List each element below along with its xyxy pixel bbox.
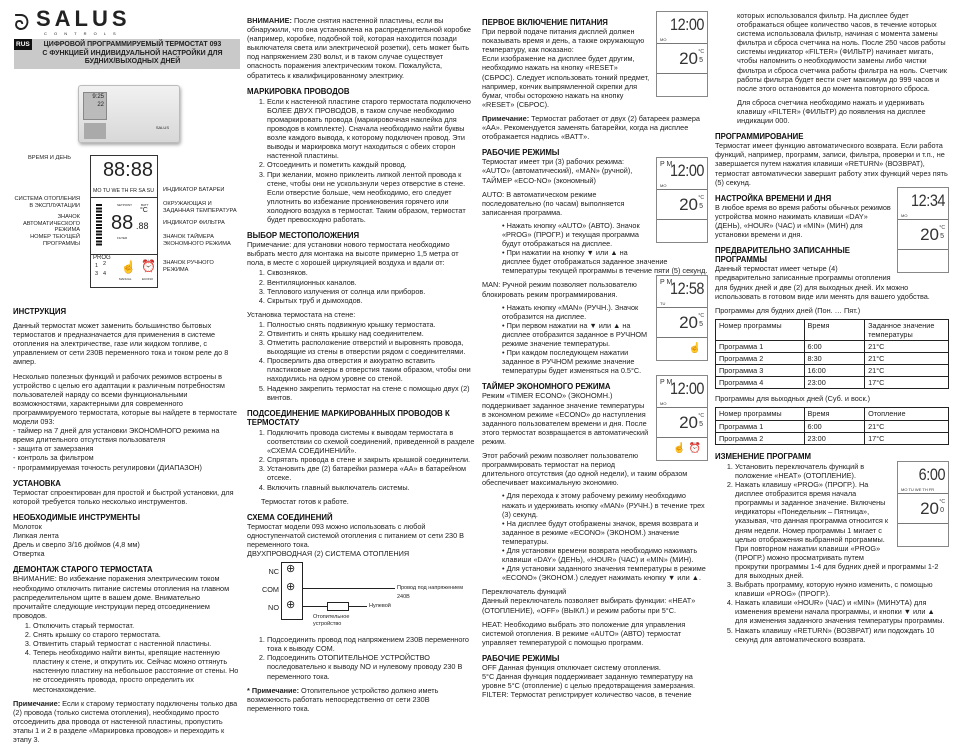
photo-time: 9:25 bbox=[92, 94, 104, 100]
bold-label: ВНИМАНИЕ: bbox=[247, 16, 292, 25]
paragraph-text: Переключатель функций bbox=[482, 587, 567, 597]
paragraph-text: Установка термостата на стене: bbox=[247, 309, 356, 319]
lcd-display-illustration bbox=[897, 461, 949, 547]
table-cell: 21°C bbox=[865, 365, 949, 377]
lcd-display-illustration bbox=[656, 157, 708, 243]
text-line: Термостат спроектирован для простой и быстрой установки, для которой требуется только несколько инструментов. bbox=[13, 487, 234, 506]
degree-icon: °C bbox=[698, 413, 704, 420]
lcd-display-illustration bbox=[656, 11, 708, 97]
list-item: 1. Подключить провода системы к выводам термостата в соответствии со схемой соединений, приведенной в разделе «СХЕМА СОЕДИНЕНИЙ». bbox=[267, 428, 475, 455]
text-line: OFF Данная функция отключает систему отопления. bbox=[482, 663, 661, 672]
lcd-decimal: 0 bbox=[940, 506, 944, 514]
table-header-cell: Время bbox=[804, 408, 865, 420]
numbered-list bbox=[247, 635, 475, 680]
lcd-diagram bbox=[90, 155, 158, 288]
list-item: 1. Установить переключатель функций в положение «HEAT» (ОТОПЛЕНИЕ). bbox=[735, 462, 949, 480]
lcd-divider bbox=[657, 437, 707, 438]
section-heading: ПРЕДВАРИТЕЛЬНО ЗАПИСАННЫЕ ПРОГРАММЫ bbox=[715, 246, 850, 265]
table-cell: 21°C bbox=[865, 420, 949, 432]
lcd-divider bbox=[657, 407, 707, 408]
lcd-time: 12:00 bbox=[669, 379, 704, 399]
photo-brand: SALUS bbox=[155, 124, 169, 130]
logo-swoosh-icon: ᘐ bbox=[14, 10, 30, 35]
prog-number: 1 bbox=[95, 263, 99, 269]
lcd-time: 12:00 bbox=[669, 161, 704, 181]
paragraph bbox=[247, 310, 475, 319]
diagram-time: 88:88 bbox=[102, 159, 153, 181]
lcd-divider bbox=[657, 337, 707, 338]
bold-label: Примечание: bbox=[13, 698, 61, 708]
text-line: ВНИМАНИЕ: Во избежание поражения электрическим током необходимо отключить питание системы отопления на главном распределительном щите в вашем доме. Внимательно прочитайте следующие инструкции перед отсоединением проводов. bbox=[13, 574, 230, 620]
lcd-divider bbox=[657, 219, 707, 220]
indented-paragraph: которых использовался фильтр. На дисплее будет отображаться общее количество часов, в течение которых система использовала фильтр, начиная с момента замены фильтра и сброса счетчика на ноль. После 250 часов работы системы индикатор «FILTER» (ФИЛЬТР) начинает мигать, чтобы напомнить о необходимости замены либо чистки фильтра и сброса счетчика работы фильтра на ноль. Счетчик работы фильтра будет вести счет максимум до 999 часов и после этого остановится до момента повторного сброса. bbox=[737, 11, 947, 93]
paragraph bbox=[715, 306, 949, 315]
table-row bbox=[716, 432, 949, 444]
table-cell: 17°C bbox=[865, 377, 949, 389]
prog-label: PROG bbox=[93, 255, 111, 261]
prog-number: 4 bbox=[103, 271, 107, 277]
paragraph-text: Программы для будних дней (Пон. … Пят.) bbox=[715, 305, 861, 315]
section-heading: ПОДСОЕДИНЕНИЕ МАРКИРОВАННЫХ ПРОВОДОВ К ТЕРМОСТАТУ bbox=[247, 408, 450, 427]
text-line: Данный термостат имеет четыре (4) предварительно записанные программы отопления для будних дней и две (2) для выходных дней. Их можно использовать в готовом виде или менять для вашего удобства. bbox=[715, 264, 930, 301]
paragraph-text: Этот рабочий режим позволяет пользователю программировать термостат на период длительного отсутствия (до одной недели), и таким образом обеспечивает максимальную экономию. bbox=[482, 451, 688, 488]
text-line: Данный переключатель позволяет выбирать функции: «HEAT» (ОТОПЛЕНИЕ), «OFF» (ВЫКЛ.) и режим работы при 5°C. bbox=[482, 596, 696, 615]
column-1 bbox=[13, 307, 239, 744]
label-filter: ИНДИКАТОР ФИЛЬТРА bbox=[163, 220, 225, 226]
list-item: 5. Надежно закрепить термостат на стене с помощью двух (2) винтов. bbox=[267, 384, 475, 402]
label-timer: ЗНАЧОК ТАЙМЕРА ЭКОНОМНОГО РЕЖИМА bbox=[163, 234, 231, 247]
paragraph-text: Данный термостат может заменить большинство бытовых термостатов и предназначается для применения в системе отопления на электричестве, газе или жидком топливе, с управлением от сети 230В переменного тока и током реле до 8 ампер. bbox=[13, 321, 229, 367]
column-3 bbox=[482, 11, 708, 699]
list-item: 3. Отвинтить старый термостат с настенной пластины. bbox=[33, 639, 239, 648]
logo-text: SALUS bbox=[36, 6, 131, 31]
photo-screen bbox=[83, 92, 107, 120]
list-item: 3. Теплового излучения от солнца или приборов. bbox=[267, 287, 475, 296]
list-item: 4. Скрытых труб и дымоходов. bbox=[267, 296, 475, 305]
numbered-list bbox=[247, 320, 475, 402]
paragraph bbox=[715, 394, 949, 403]
table-cell: Программа 1 bbox=[716, 420, 805, 432]
section-heading: МАРКИРОВКА ПРОВОДОВ bbox=[247, 86, 350, 96]
list-item: 1. Если к настенной пластине старого термостата подключено БОЛЕЕ ДВУХ ПРОВОДОВ, в таком случае необходимо промаркировать провода (маркировочная наклейка для проводов в комплекте). Сначала необходимо найти буквы возле каждого вывода, к которому подключен провод. Эти выводы и маркировка могут находиться с обеих сторон настенной пластины. bbox=[267, 97, 475, 161]
lcd-display-illustration bbox=[656, 375, 708, 461]
table-row bbox=[716, 353, 949, 365]
list-item: 2. Спрятать провода в стене и закрыть крышкой соединители. bbox=[267, 455, 475, 464]
list-item: 3. Выбрать программу, которую нужно изменить, с помощью клавиши «PROG» (ПРОГР.). bbox=[735, 580, 949, 598]
list-item: 2. Отвинтить и снять крышку над соединителем. bbox=[267, 329, 475, 338]
section-heading: РАБОЧИЕ РЕЖИМЫ bbox=[482, 653, 560, 663]
paragraph-text: После снятия настенной пластины, если вы обнаружили, что она установлена на распределительной коробке (например, коробке, подобной той, которая находится позади выключателя света или электрической розетки), сеть может быть под напряжением 230 вольт, и в таком случае существует опасность поражения электрическим током. Пожалуйста, обратитесь к квалифицированному электрику. bbox=[247, 16, 471, 80]
unit-label: °C bbox=[140, 207, 148, 214]
paragraph-text: HEAT: Необходимо выбрать это положение для управления системой отопления. В режиме «AUTO» (АВТО) термостат управляет температурой с помощью программ. bbox=[482, 619, 686, 647]
list-item: 2. Подсоединить ОТОПИТЕЛЬНОЕ УСТРОЙСТВО последовательно к выводу NO и нулевому проводу 230 В переменного тока. bbox=[267, 653, 475, 680]
lcd-day: TU bbox=[660, 301, 666, 307]
lcd-decimal: 5 bbox=[940, 232, 944, 240]
diagram-divider bbox=[91, 197, 157, 198]
lcd-divider bbox=[898, 219, 948, 220]
degree-icon: °C bbox=[698, 49, 704, 55]
indented-paragraph: Для сброса счетчика необходимо нажать и удерживать клавишу «FILTER» (ФИЛЬТР) до появления на дисплее индикации 000. bbox=[737, 97, 926, 126]
text-line: Липкая лента bbox=[13, 531, 59, 541]
table-cell: 21°C bbox=[865, 353, 949, 365]
section-heading: ВЫБОР МЕСТОПОЛОЖЕНИЯ bbox=[247, 231, 360, 241]
table-cell: 6:00 bbox=[804, 420, 865, 432]
table-header-cell: Номер программы bbox=[716, 319, 805, 340]
lcd-divider bbox=[898, 493, 948, 494]
lcd-temp: 20 bbox=[920, 498, 939, 518]
table-header-cell: Время bbox=[804, 319, 865, 340]
terminal-label: COM bbox=[261, 585, 279, 595]
text-line: При первой подаче питания дисплей должен показывать время и день, а также окружающую температуру, как показано: bbox=[482, 27, 645, 55]
lcd-divider bbox=[657, 307, 707, 308]
logo-subtext: C O N T R O L S bbox=[44, 31, 119, 36]
bold-label: Примечание: bbox=[482, 113, 530, 123]
neutral-wire-label: Нулевой bbox=[369, 603, 391, 610]
lcd-day: MO bbox=[901, 212, 908, 218]
pm-indicator: P M bbox=[660, 279, 673, 287]
list-item: • Для установки времени возврата необходимо нажимать клавиши «DAY» (ДЕНЬ), «HOUR» (ЧАС) и «MIN» (МИН). bbox=[502, 546, 708, 564]
diagram-temp: 88 bbox=[111, 212, 134, 234]
econo-label: ECONO bbox=[142, 277, 154, 281]
lcd-temp: 20 bbox=[679, 195, 698, 215]
text-line: Если изображение на дисплее будет другим, необходимо нажать на кнопку «RESET» (СБРОС). Следует использовать тонкий предмет, например, кончик выпрямленной скрепки для бумаг, чтобы осторожно нажать на кнопку «RESET» (СБРОС). bbox=[482, 54, 650, 109]
lcd-temp: 20 bbox=[679, 313, 698, 333]
text-line: - программируемая точность регулировки (ДИАПАЗОН) bbox=[13, 462, 202, 472]
list-item: • При первом нажатии на ▼ или ▲ на дисплее отобразится заданное в РУЧНОМ режиме значение температуры. bbox=[502, 321, 708, 348]
filter-label: FILTER bbox=[117, 236, 128, 240]
heating-bars-icon bbox=[96, 204, 102, 246]
paragraph bbox=[247, 16, 475, 80]
language-badge: RUS bbox=[14, 39, 32, 50]
section-heading: ПЕРВОЕ ВКЛЮЧЕНИЕ ПИТАНИЯ bbox=[482, 18, 608, 27]
live-wire-label: Провод под напряжением 240В bbox=[397, 585, 463, 601]
program-table bbox=[715, 319, 949, 390]
list-item: 2. Отсоединить и пометить каждый провод. bbox=[267, 160, 475, 169]
thermostat-photo bbox=[78, 85, 180, 143]
manual-label: MANUAL bbox=[119, 277, 132, 281]
section-heading: ИНСТРУКЦИЯ bbox=[13, 307, 67, 316]
program-table bbox=[715, 407, 949, 444]
table-row bbox=[716, 365, 949, 377]
lcd-time: 6:00 bbox=[918, 464, 945, 484]
bullet-list bbox=[482, 491, 708, 582]
label-temps: ОКРУЖАЮЩАЯ И ЗАДАННАЯ ТЕМПЕРАТУРА bbox=[163, 201, 237, 214]
paragraph bbox=[482, 620, 708, 647]
lcd-display-illustration bbox=[656, 275, 708, 361]
list-item: 4. Просверлить два отверстия и аккуратно вставить пластиковые анкеры в отверстия таким образом, чтобы они находились на одном уровне со стеной. bbox=[267, 356, 475, 383]
lcd-divider bbox=[657, 43, 707, 44]
lcd-time: 12:00 bbox=[669, 15, 704, 34]
text-line: 5°C Данная функция поддерживает заданную температуру на уровне 5°C (отопление) с целью предотвращения замерзания. bbox=[482, 672, 696, 691]
text-line: Дрель и сверло 3/16 дюймов (4,8 мм) bbox=[13, 540, 140, 550]
table-cell: Программа 2 bbox=[716, 432, 805, 444]
text-line: - защита от замерзания bbox=[13, 444, 94, 454]
list-item: 1. Полностью снять подвижную крышку термостата. bbox=[267, 320, 475, 329]
title-line: БУДНИХ/ВЫХОДНЫХ ДНЕЙ bbox=[84, 58, 181, 66]
table-cell: 21°C bbox=[865, 341, 949, 353]
lcd-day: MO bbox=[660, 37, 667, 42]
list-item: 1. Сквозняков. bbox=[267, 268, 475, 277]
title-line: ЦИФРОВОЙ ПРОГРАММИРУЕМЫЙ ТЕРМОСТАТ 093 bbox=[43, 41, 222, 48]
lcd-day: MO bbox=[660, 401, 667, 407]
lcd-decimal: 5 bbox=[699, 421, 703, 429]
text-line: FILTER: Термостат регистрирует количество часов, в течение bbox=[482, 690, 692, 700]
text-line: Примечание: для установки нового термостата необходимо выбрать место для монтажа на высоте примерно 1,5 метра от пола, в месте с хорошей циркуляцией воздуха и вдали от: bbox=[247, 240, 459, 268]
lcd-temp: 20 bbox=[920, 224, 939, 244]
prog-number: 3 bbox=[95, 271, 99, 277]
table-cell: 23:00 bbox=[804, 432, 865, 444]
numbered-list bbox=[247, 268, 475, 304]
lcd-decimal: 5 bbox=[699, 203, 703, 211]
degree-icon: °C bbox=[939, 498, 945, 505]
setpoint-label: SETPOINT bbox=[117, 203, 133, 207]
section-heading: НЕОБХОДИМЫЕ ИНСТРУМЕНТЫ bbox=[13, 512, 141, 522]
pm-indicator: P M bbox=[660, 379, 673, 387]
list-item: • На дисплее будут отображены значок, время возврата и заданное в режиме «ECONO» (ЭКОНОМ.) значение температуры. bbox=[502, 519, 708, 546]
label-battery: ИНДИКАТОР БАТАРЕИ bbox=[163, 187, 225, 193]
lcd-time: 12:34 bbox=[910, 190, 945, 210]
text-line: Молоток bbox=[13, 521, 42, 531]
table-cell: Программа 3 bbox=[716, 365, 805, 377]
photo-buttons bbox=[84, 123, 106, 139]
table-header-cell: Заданное значение температуры bbox=[865, 319, 949, 340]
label-time-day: ВРЕМЯ И ДЕНЬ bbox=[28, 155, 71, 161]
label-auto: ЗНАЧОК АВТОМАТИЧЕСКОГО РЕЖИМА bbox=[22, 214, 80, 234]
degree-icon: °C bbox=[698, 313, 704, 320]
paragraph-text: Программы для выходных дней (Суб. и воск.) bbox=[715, 394, 871, 404]
table-cell: 16:00 bbox=[804, 365, 865, 377]
prog-number: 2 bbox=[103, 261, 107, 267]
text-line: Термостат модели 093 можно использовать с любой одноступенчатой системой отопления с питанием от сети 230 В переменного тока. bbox=[247, 521, 465, 549]
list-item: 2. Нажать клавишу «PROG» (ПРОГР.). На дисплее отобразится время начала программы и заданное значение. Включены индикаторы «Понедельник – Пятница», указывая, что данная программа относится к дням недели. Номер программы 1 мигает с целью отображения выбранной программы. При повторном нажатии клавиши «PROG» (ПРОГР.) можно просматривать путем прокрутки программы 1-4 для будних дней и программы 1-2 для выходных дней. bbox=[735, 480, 949, 580]
list-item: • При нажатии на кнопку ▼ или ▲ на дисплее будет отображаться заданное значение температуры текущей программы в течение пяти (5) секунд. bbox=[502, 248, 708, 275]
degree-icon: °C bbox=[698, 195, 704, 202]
terminal-screw-icon: ⊕ bbox=[286, 581, 296, 594]
timer-clock-icon: ⏰ bbox=[141, 259, 156, 273]
terminal-screw-icon: ⊕ bbox=[286, 563, 296, 576]
document-title bbox=[30, 41, 235, 67]
text-line: Термостат имеет функцию автоматического возврата. Если работа функций, например, программ, записи, фильтра, проверки и т.п., не завершается путем нажатия клавиши «RETURN» (ВОЗВРАТ), термостат автоматически завершит работу этих функций через пять (5) секунд. bbox=[715, 141, 948, 187]
lcd-decimal: 5 bbox=[699, 321, 703, 329]
wiring-diagram bbox=[247, 562, 475, 634]
lcd-day: MO bbox=[660, 183, 667, 189]
list-item: • Для перехода к этому рабочему режиму необходимо нажать и удерживать кнопку «MAN» (РУЧН.) в течение трех (3) секунд. bbox=[502, 491, 708, 518]
lcd-divider bbox=[657, 73, 707, 74]
photo-temp: 22 bbox=[97, 102, 104, 108]
numbered-list bbox=[247, 428, 475, 492]
list-item: 2. Снять крышку со старого термостата. bbox=[33, 630, 239, 639]
paragraph bbox=[13, 699, 239, 744]
text-line: ДВУХПРОВОДНАЯ (2) СИСТЕМА ОТОПЛЕНИЯ bbox=[247, 549, 410, 559]
table-header-row bbox=[716, 319, 949, 340]
section-heading: СХЕМА СОЕДИНЕНИЙ bbox=[247, 512, 333, 522]
lcd-display-illustration bbox=[897, 187, 949, 273]
label-manual: ЗНАЧОК РУЧНОГО РЕЖИМА bbox=[163, 260, 214, 273]
list-item: • При каждом последующем нажатии заданное в РУЧНОМ режиме значение температуры будет изменяться на 0.5°C. bbox=[502, 348, 708, 375]
table-cell: Программа 2 bbox=[716, 353, 805, 365]
section-heading: УСТАНОВКА bbox=[13, 478, 61, 488]
degree-icon: °C bbox=[939, 224, 945, 231]
label-prog-num: НОМЕР ТЕКУЩЕЙ ПРОГРАММЫ bbox=[30, 234, 80, 247]
section-heading: РАБОЧИЕ РЕЖИМЫ bbox=[482, 148, 560, 158]
table-header-cell: Номер программы bbox=[716, 408, 805, 420]
paragraph-text: Отопительное устройство должно иметь возможность работать непосредственно от сети 230В переменного тока. bbox=[247, 685, 439, 713]
text-line: Термостат имеет три (3) рабочих режима: «AUTO» (автоматический), «MAN» (ручной), ТАЙМЕР «ECO-NO» (экономный) bbox=[482, 157, 633, 185]
list-item: 2. Вентиляционных каналов. bbox=[267, 278, 475, 287]
lcd-time: 12:58 bbox=[669, 279, 704, 299]
numbered-list bbox=[247, 97, 475, 224]
paragraph bbox=[13, 372, 239, 427]
list-item: 4. Включить главный выключатель системы. bbox=[267, 483, 475, 492]
list-item: 4. Теперь необходимо найти винты, крепящие настенную пластину к стене, и открутить их. Сейчас можно оттянуть настенную пластину на небольшое расстояние от стены. Но не отсоединять провода, просто определить их местонахождение. bbox=[33, 648, 239, 693]
pm-indicator: P M bbox=[660, 161, 673, 169]
table-cell: 8:30 bbox=[804, 353, 865, 365]
indented-paragraph: Термостат готов к работе. bbox=[261, 496, 349, 506]
paragraph bbox=[247, 686, 475, 713]
terminal-label: NO bbox=[268, 603, 279, 613]
list-item: 1. Отключить старый термостат. bbox=[33, 621, 239, 630]
text-line: - таймер на 7 дней для установки ЭКОНОМНОГО режима на время длительного отсутствия пользователя bbox=[13, 426, 220, 445]
lcd-divider bbox=[898, 523, 948, 524]
list-item: 3. Установить две (2) батарейки размера «АА» в батарейном отсеке. bbox=[267, 464, 475, 482]
title-line: С ФУНКЦИЕЙ ИНДИВИДУАЛЬНОЙ НАСТРОЙКИ ДЛЯ bbox=[42, 49, 223, 57]
manual-hand-icon: ☝ bbox=[688, 343, 701, 355]
terminal-label: NC bbox=[268, 567, 279, 577]
section-heading: ИЗМЕНЕНИЕ ПРОГРАММ bbox=[715, 451, 811, 461]
table-row bbox=[716, 420, 949, 432]
list-item: 5. Нажать клавишу «RETURN» (ВОЗВРАТ) или подождать 10 секунд для автоматического возврата. bbox=[735, 626, 949, 644]
logo bbox=[14, 8, 144, 38]
text-line: - контроль за фильтром bbox=[13, 453, 94, 463]
bold-label: * Примечание: bbox=[247, 685, 300, 695]
paragraph-text: MAN: Ручной режим позволяет пользователю блокировать режим программирования. bbox=[482, 280, 637, 299]
list-item: 4. Нажать клавиши «HOUR» (ЧАС) и «MIN» (МИНУТА) для изменения времени начала программы, и кнопки ▼ или ▲ для изменения заданного значения температуры программы. bbox=[735, 598, 949, 625]
lcd-divider bbox=[898, 249, 948, 250]
paragraph bbox=[13, 321, 239, 366]
terminal-screw-icon: ⊕ bbox=[286, 599, 296, 612]
paragraph-text: AUTO: В автоматическом режиме последовательно (по часам) выполняется записанная программа. bbox=[482, 189, 625, 217]
lcd-divider bbox=[657, 189, 707, 190]
text-line: Отвертка bbox=[13, 549, 45, 559]
lcd-decimal: 5 bbox=[699, 57, 703, 64]
section-heading: НАСТРОЙКА ВРЕМЕНИ И ДНЯ bbox=[715, 193, 832, 203]
lcd-day: MO TU WE TH FR bbox=[901, 486, 935, 492]
list-item: 3. Отметить расположение отверстий и выровнять провода, выходящие из стены в отверстии рядом с соединителями. bbox=[267, 338, 475, 356]
section-heading: ДЕМОНТАЖ СТАРОГО ТЕРМОСТАТА bbox=[13, 565, 153, 575]
table-cell: 23:00 bbox=[804, 377, 865, 389]
list-item: • Нажать кнопку «AUTO» (АВТО). Значок «PROG» (ПРОГР.) и текущая программа будут отображаться на дисплее. bbox=[502, 221, 708, 248]
label-heating: СИСТЕМА ОТОПЛЕНИЯ В ЭКСПЛУАТАЦИИ bbox=[14, 196, 80, 209]
table-cell: 6:00 bbox=[804, 341, 865, 353]
column-2 bbox=[247, 11, 475, 713]
diagram-dec: .88 bbox=[136, 221, 149, 231]
text-line: В любое время во время работы обычных режимов устройства можно нажимать клавиши «DAY» (ДЕНЬ), «HOUR» (ЧАС) и «MIN» (МИН) для установки времени и дня. bbox=[715, 202, 891, 240]
list-item: • Для установки заданного значения температуры в режиме «ECONO» (ЭКОНОМ.) следует нажимать кнопку ▼ или ▲. bbox=[502, 564, 708, 582]
lcd-temp: 20 bbox=[679, 413, 698, 433]
text-line: Режим «TIMER ECONO» (ЭКОНОМН.) поддерживает заданное значение температуры в экономном режиме «ECONO» до наступления заданного пользователем времени и дня. После этого термостат возвращается в автоматический режим. bbox=[482, 391, 649, 446]
list-item: • Нажать кнопку «MAN» (РУЧН.). Значок отобразится на дисплее. bbox=[502, 303, 708, 321]
section-heading: ПРОГРАММИРОВАНИЕ bbox=[715, 132, 804, 142]
lcd-temp: 20 bbox=[679, 49, 698, 68]
list-item: 1. Подсоединить провод под напряжением 230В переменного тока к выводу COM. bbox=[267, 635, 475, 653]
list-item: 3. При желании, можно приклеить липкой лентой провода к стене, чтобы они не ускользнули через отверстие в стене. Если отверстие больше, чем необходимо, его следует уплотнить во избежание проникновения горячего или холодного воздуха в термостат. Таким образом, термостат будет превосходно работать. bbox=[267, 170, 475, 225]
manual-hand-icon: ☝ bbox=[121, 260, 136, 274]
paragraph-text: Если к старому термостату подключены только два (2) провода (только система отопления), необходимо просто отсоединить два провода от настенной пластины, пропустить этапы 1 и 2 в разделе «Маркировка проводов» и переходить к этапу 3. bbox=[13, 698, 238, 744]
battery-label: BATT bbox=[141, 203, 149, 207]
diagram-days: MO TU WE TH FR SA SU bbox=[93, 188, 155, 194]
heater-box bbox=[327, 602, 349, 611]
paragraph bbox=[482, 114, 708, 141]
table-row bbox=[716, 341, 949, 353]
table-cell: 17°C bbox=[865, 432, 949, 444]
section-heading: ТАЙМЕР ЭКОНОМНОГО РЕЖИМА bbox=[482, 382, 611, 392]
table-header-cell: Отопление bbox=[865, 408, 949, 420]
paragraph-text: Термостат работает от двух (2) батареек размера «АА». Рекомендуется заменять батарейки, когда на дисплее отображается надпись «BATT». bbox=[482, 113, 700, 142]
table-row bbox=[716, 377, 949, 389]
heater-label: Отопительное устройство bbox=[313, 614, 350, 627]
table-cell: Программа 1 bbox=[716, 341, 805, 353]
live-wire bbox=[303, 588, 395, 589]
numbered-list bbox=[13, 621, 239, 694]
table-header-row bbox=[716, 408, 949, 420]
paragraph-text: Несколько полезных функций и рабочих режимов встроены в устройство с целью его адаптации к различным потребностям пользователей наряду со всеми функциональными возможностями, характерными для современного программируемого термостата, которые вы найдете в термостате модели 093: bbox=[13, 371, 237, 427]
timer-clock-icon: ☝ ⏰ bbox=[673, 443, 701, 455]
column-4 bbox=[715, 11, 949, 644]
table-cell: Программа 4 bbox=[716, 377, 805, 389]
paragraph bbox=[482, 587, 708, 596]
